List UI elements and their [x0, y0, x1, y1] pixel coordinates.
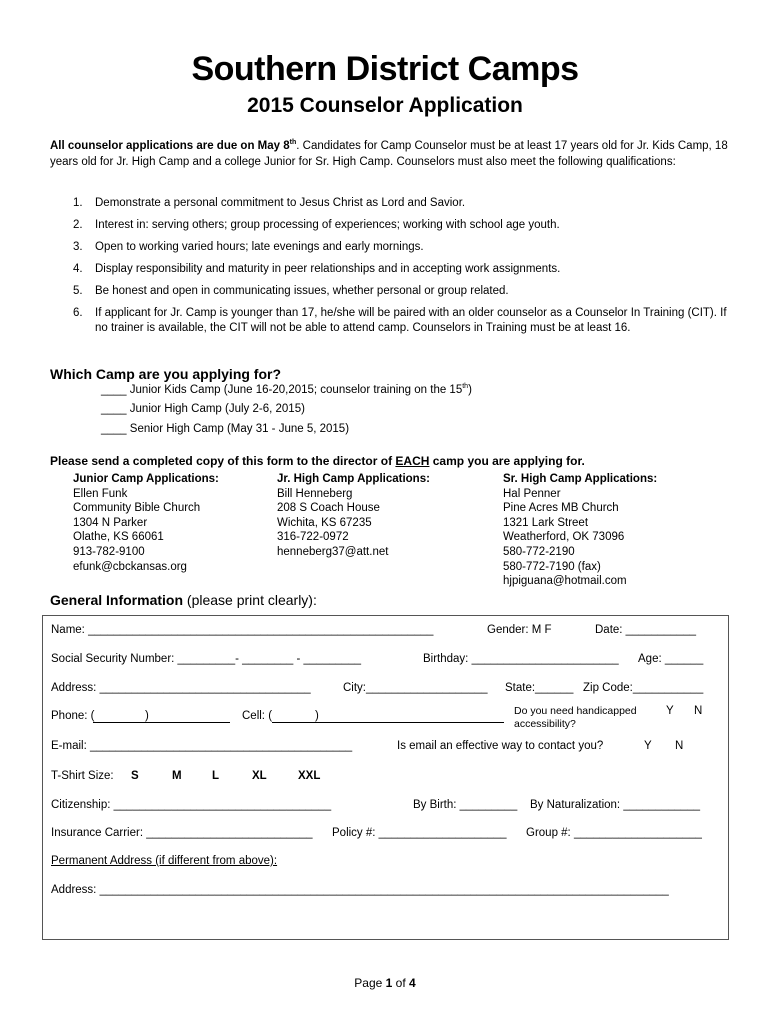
list-item: 6. If applicant for Jr. Camp is younger than 17, he/she will be paired with an older counselor as a Counselor In Training (CIT). If no trainer is available, the CIT will not be able to attend camp. Counselors in Training must be at least 16. — [73, 307, 727, 334]
send-instruction: Please send a completed copy of this form to the director of EACH camp you are applying for. — [50, 454, 585, 468]
name-field[interactable]: Name: ______________________________________________________ — [51, 624, 434, 636]
junior-camp-contact: Junior Camp Applications: Ellen Funk Community Bible Church 1304 N Parker Olathe, KS 66061 913-782-9100 efunk@cbckansas.org — [73, 473, 219, 573]
state-field[interactable]: State:______ — [505, 682, 574, 694]
qualifications-list — [50, 196, 740, 343]
handicap-no[interactable]: N — [694, 705, 703, 717]
permanent-address-field[interactable]: Address: _________________________________________________________________________________________ — [51, 884, 669, 896]
age-field[interactable]: Age: ______ — [638, 653, 704, 665]
phone-underline[interactable] — [93, 722, 230, 723]
sr-high-camp-contact: Sr. High Camp Applications: Hal Penner Pine Acres MB Church 1321 Lark Street Weatherford, OK 73096 580-772-2190 580-772-7190 (fax) hjpiguana@hotmail.com — [503, 473, 658, 588]
page-number: Page 1 of 4 — [354, 976, 416, 990]
camp-option-senior-high[interactable]: ____ Senior High Camp (May 31 - June 5, 2015) — [101, 423, 350, 435]
gender-field[interactable]: Gender: M F — [487, 624, 552, 636]
tshirt-size-xl[interactable]: XL — [252, 770, 267, 782]
email-yes[interactable]: Y — [644, 740, 652, 752]
by-birth-field[interactable]: By Birth: _________ — [413, 799, 518, 811]
page-title: Southern District Camps — [191, 50, 579, 88]
jr-high-camp-email: henneberg37@att.net — [277, 545, 389, 558]
phone-label: Phone: ( — [51, 710, 95, 722]
email-field[interactable]: E-mail: _________________________________________ — [51, 740, 353, 752]
permanent-address-heading: Permanent Address (if different from above): — [51, 855, 278, 867]
tshirt-size-xxl[interactable]: XXL — [298, 770, 321, 782]
tshirt-size-m[interactable]: M — [172, 770, 182, 782]
cell-paren: ) — [315, 710, 319, 722]
list-item: 1. Demonstrate a personal commitment to Jesus Christ as Lord and Savior. — [73, 197, 466, 209]
jr-high-camp-contact: Jr. High Camp Applications: Bill Henneberg 208 S Coach House Wichita, KS 67235 316-722-0972 henneberg37@att.net — [277, 473, 430, 558]
page-subtitle: 2015 Counselor Application — [247, 94, 523, 117]
email-no[interactable]: N — [675, 740, 684, 752]
citizenship-field[interactable]: Citizenship: __________________________________ — [51, 799, 332, 811]
cell-label: Cell: ( — [242, 710, 273, 722]
by-naturalization-field[interactable]: By Naturalization: ____________ — [530, 799, 701, 811]
handicap-yes[interactable]: Y — [666, 705, 674, 717]
zip-field[interactable]: Zip Code:___________ — [583, 682, 704, 694]
intro-paragraph — [50, 138, 740, 170]
list-item: 2. Interest in: serving others; group processing of experiences; working with school age youth. — [73, 219, 560, 231]
intro-deadline-sup: th — [289, 139, 297, 147]
tshirt-label: T-Shirt Size: — [51, 770, 114, 782]
camp-question-heading: Which Camp are you applying for? — [50, 366, 282, 382]
handicap-question: Do you need handicapped accessibility? — [514, 705, 637, 730]
camp-option-junior-high[interactable]: ____ Junior High Camp (July 2-6, 2015) — [101, 403, 305, 415]
date-field[interactable]: Date: ___________ — [595, 624, 697, 636]
list-item: 4. Display responsibility and maturity in peer relationships and in accepting work assignments. — [73, 263, 561, 275]
list-item: 5. Be honest and open in communicating issues, whether personal or group related. — [73, 285, 509, 297]
intro-deadline: All counselor applications are due on May 8 — [50, 140, 290, 152]
junior-camp-email: efunk@cbckansas.org — [73, 560, 187, 573]
insurance-carrier-field[interactable]: Insurance Carrier: __________________________ — [51, 827, 313, 839]
camp-option-junior-kids[interactable]: ____ Junior Kids Camp (June 16-20,2015; counselor training on the 15th) — [101, 383, 472, 396]
policy-field[interactable]: Policy #: ____________________ — [332, 827, 507, 839]
birthday-field[interactable]: Birthday: _______________________ — [423, 653, 619, 665]
group-field[interactable]: Group #: ____________________ — [526, 827, 702, 839]
general-info-heading: General Information (please print clearly): — [50, 592, 317, 608]
cell-underline[interactable] — [272, 722, 504, 723]
intro-text: . Candidates for Camp Counselor must be at least 17 years old for Jr. Kids Camp, 18 years old for Jr. High Camp and a college Junior for Sr. High Camp. Counselors must also meet the following qualifications: — [50, 140, 728, 168]
email-question: Is email an effective way to contact you? — [397, 740, 604, 752]
ssn-field[interactable]: Social Security Number: _________- ________ - _________ — [51, 653, 362, 665]
tshirt-size-l[interactable]: L — [212, 770, 220, 782]
list-item: 3. Open to working varied hours; late evenings and early mornings. — [73, 241, 424, 253]
address-field[interactable]: Address: _________________________________ — [51, 682, 311, 694]
phone-paren: ) — [145, 710, 149, 722]
tshirt-size-s[interactable]: S — [131, 770, 139, 782]
city-field[interactable]: City:___________________ — [343, 682, 488, 694]
sr-high-camp-email: hjpiguana@hotmail.com — [503, 575, 627, 588]
